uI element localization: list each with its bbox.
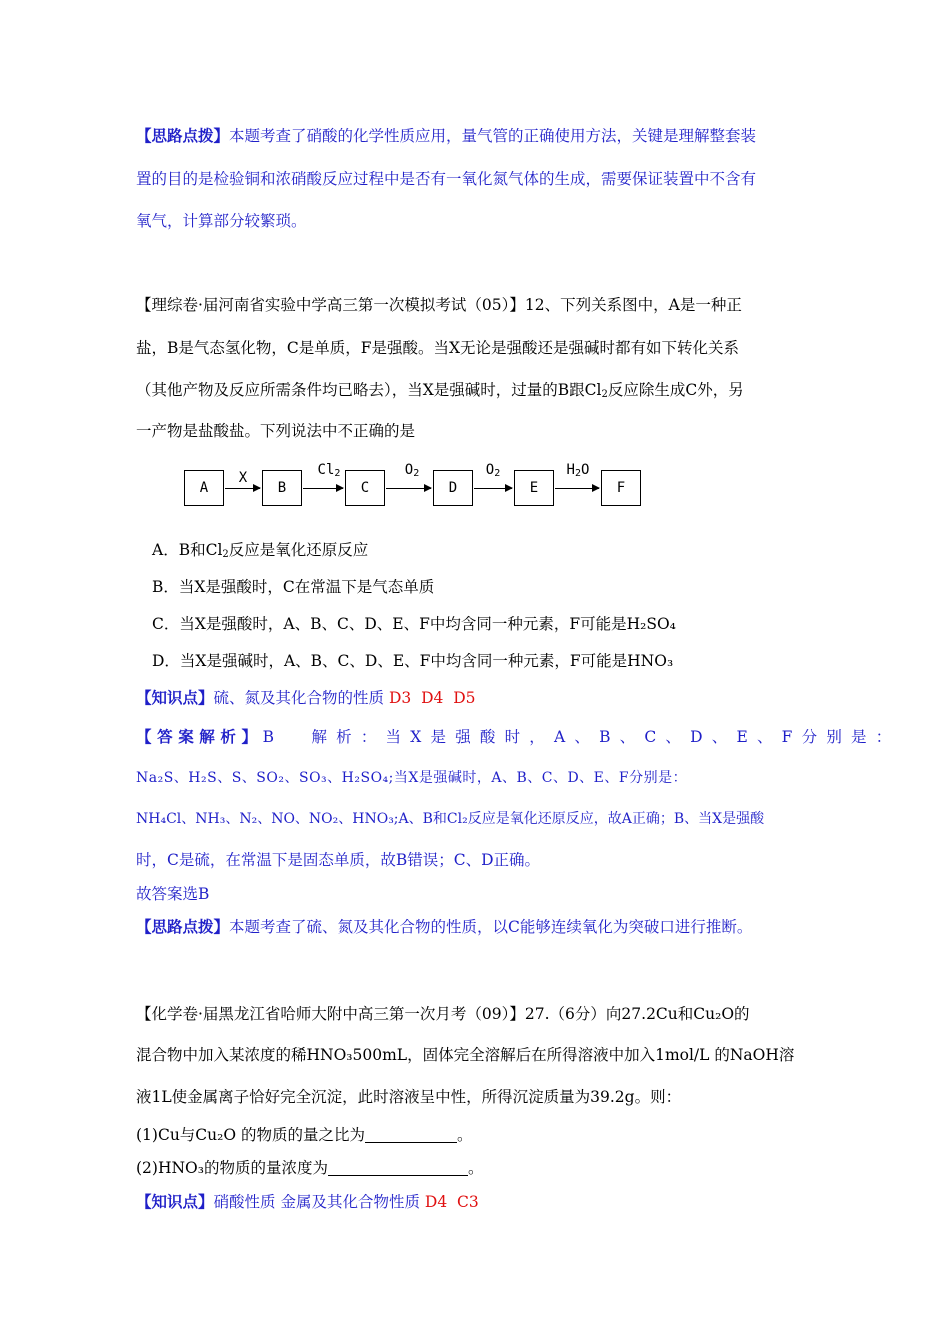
answer-line-4: 时，C是硫，在常温下是固态单质，故B错误；C、D正确。: [136, 851, 541, 869]
arrow-label-x: X: [238, 470, 248, 486]
q12-line-4: 一产物是盐酸盐。下列说法中不正确的是: [136, 422, 416, 440]
tip-tag: 【思路点拨】: [136, 126, 230, 145]
option-d: D．当X是强碱时，A、B、C、D、E、F中均含同一种元素，F可能是HNO₃: [152, 652, 674, 670]
diagram-box-b: B: [262, 470, 302, 506]
q27-line-3: 液1L使金属离子恰好完全沉淀，此时溶液呈中性，所得沉淀质量为39.2g。则：: [136, 1088, 682, 1106]
knowledge-tag: 【知识点】: [136, 1192, 214, 1211]
q12-source-line: 【理综卷·届河南省实验中学高三第一次模拟考试（05）】12、下列关系图中，A是一种正: [136, 296, 742, 314]
diagram-box-d: D: [433, 470, 473, 506]
knowledge-codes: D3 D4 D5: [388, 689, 476, 707]
arrow-e-to-f: [555, 488, 599, 489]
tip-paragraph-line-3: 氧气，计算部分较繁琐。: [136, 212, 307, 230]
diagram-box-e: E: [514, 470, 554, 506]
tip-paragraph-line-1: 【思路点拨】本题考查了硝酸的化学性质应用，量气管的正确使用方法，关键是理解整套装: [136, 126, 757, 145]
option-a: A．B和$Cl_2$反应是氧化还原反应: [152, 541, 369, 560]
arrow-b-to-c: [303, 488, 343, 489]
knowledge-tag: 【知识点】: [136, 688, 214, 707]
answer-line-5: 故答案选B: [136, 885, 210, 903]
q12-line-2: 盐，B是气态氢化物，C是单质，F是强酸。当X无论是强酸还是强碱时都有如下转化关系: [136, 339, 740, 357]
tip-tag: 【思路点拨】: [136, 917, 230, 936]
arrow-label-h2o: $H_2O$: [566, 462, 590, 479]
diagram-box-c: C: [345, 470, 385, 506]
q27-source-line: 【化学卷·届黑龙江省哈师大附中高三第一次月考（09）】27.（6分）向27.2Cu和Cu₂O的: [136, 1005, 750, 1023]
arrow-label-o2-second: $O_2$: [485, 462, 501, 479]
diagram-box-f: F: [601, 470, 641, 506]
tip-paragraph-line-2: 置的目的是检验铜和浓硝酸反应过程中是否有一氧化氮气体的生成，需要保证装置中不含有: [136, 170, 757, 188]
answer-blank-1[interactable]: [365, 1126, 457, 1143]
answer-line-2: Na₂S、H₂S、S、SO₂、SO₃、H₂SO₄;当X是强碱时，A、B、C、D、E、F分别是：: [136, 770, 688, 786]
option-b: B．当X是强酸时，C在常温下是气态单质: [152, 578, 435, 596]
q27-sub-question-2: (2)HNO₃的物质的量浓度为 。: [136, 1159, 484, 1177]
arrow-label-cl2: $Cl_2$: [317, 462, 341, 479]
q12-knowledge-point: 【知识点】硫、氮及其化合物的性质 D3 D4 D5: [136, 688, 476, 707]
q27-line-2: 混合物中加入某浓度的稀HNO₃500mL，固体完全溶解后在所得溶液中加入1mol/L 的NaOH溶: [136, 1046, 795, 1064]
knowledge-codes: D4 C3: [424, 1193, 479, 1211]
answer-blank-2[interactable]: [328, 1159, 468, 1176]
q27-sub-question-1: (1)Cu与Cu₂O 的物质的量之比为 。: [136, 1126, 473, 1144]
arrow-label-o2-first: $O_2$: [404, 462, 420, 479]
option-c: C．当X是强酸时，A、B、C、D、E、F中均含同一种元素，F可能是H₂SO₄: [152, 615, 676, 633]
q12-tip: 【思路点拨】本题考查了硫、氮及其化合物的性质，以C能够连续氧化为突破口进行推断。: [136, 917, 753, 936]
q12-line-3: （其他产物及反应所需条件均已略去），当X是强碱时，过量的B跟$Cl_2$反应除生成C外，另: [136, 381, 744, 400]
arrow-d-to-e: [474, 488, 512, 489]
arrow-a-to-b: [225, 488, 260, 489]
diagram-box-a: A: [184, 470, 224, 506]
answer-tag: 【答案解析】: [136, 727, 263, 746]
q27-knowledge-point: 【知识点】硝酸性质 金属及其化合物性质 D4 C3: [136, 1192, 479, 1211]
answer-line-1: 【答案解析】B 解析：当X是强酸时，A、B、C、D、E、F分别是：: [136, 727, 901, 746]
arrow-c-to-d: [386, 488, 431, 489]
answer-line-3: NH₄Cl、NH₃、N₂、NO、NO₂、HNO₃;A、B和Cl₂反应是氧化还原反应，故A正确；B、当X是强酸: [136, 811, 765, 827]
